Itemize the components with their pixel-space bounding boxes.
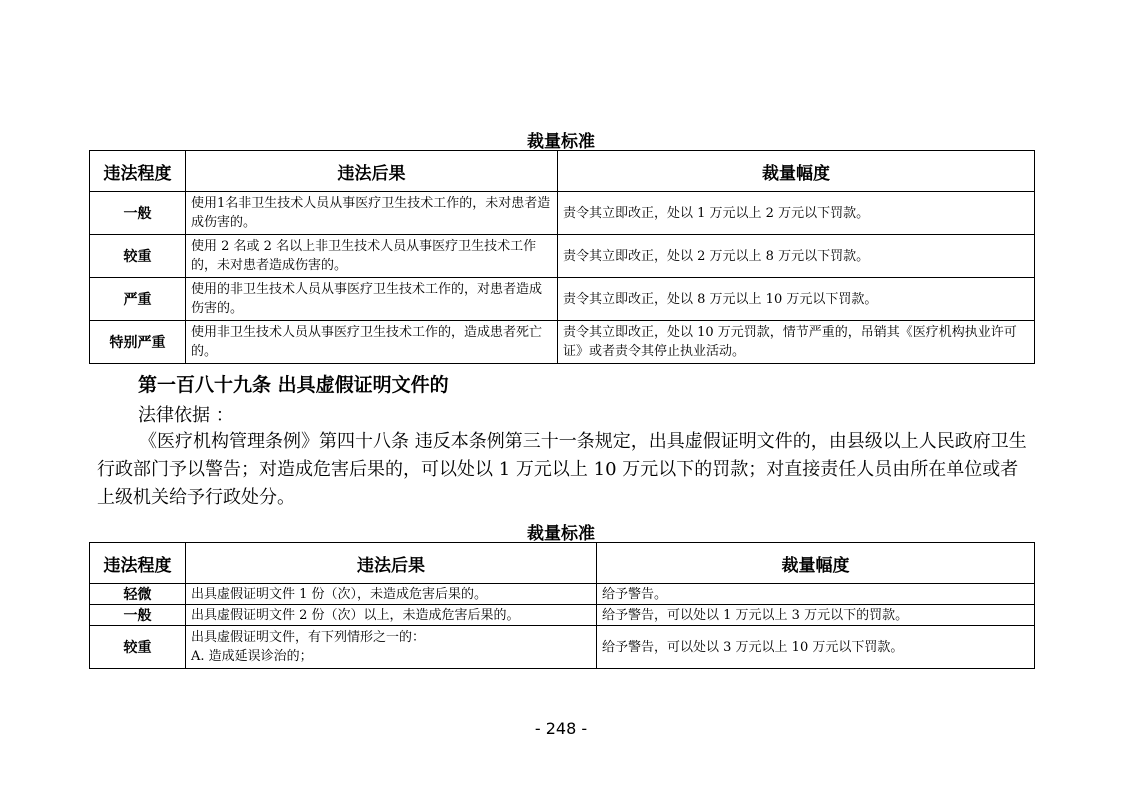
page-number: - 248 - — [534, 719, 588, 738]
row-penalty: 给予警告。 — [597, 584, 1035, 605]
row-level: 较重 — [90, 626, 186, 669]
legal-basis-paragraph: 《医疗机构管理条例》第四十八条 违反本条例第三十一条规定，出具虚假证明文件的，由县级以上人民政府卫生行政部门予以警告；对造成危害后果的，可以处以 1 万元以上 10 万元以下的罚款；对直接责任人员由所在单位或者上级机关给予行政处分。 — [97, 431, 1027, 508]
legal-basis-label: 法律依据 ： — [138, 405, 234, 426]
row-penalty: 责令其立即改正，处以 10 万元罚款，情节严重的，吊销其《医疗机构执业许可证》或者责令其停止执业活动。 — [558, 321, 1035, 364]
header-penalty: 裁量幅度 — [597, 543, 1035, 584]
table2-title: 裁量标准 — [527, 524, 595, 544]
row-consequence: 使用的非卫生技术人员从事医疗卫生技术工作的，对患者造成伤害的。 — [186, 278, 558, 321]
table1-title: 裁量标准 — [527, 132, 595, 152]
row-consequence: 出具虚假证明文件 1 份（次），未造成危害后果的。 — [186, 584, 597, 605]
row-penalty: 责令其立即改正，处以 1 万元以上 2 万元以下罚款。 — [558, 192, 1035, 235]
table-row — [90, 278, 1035, 321]
row-level: 一般 — [90, 605, 186, 626]
row-consequence: 使用非卫生技术人员从事医疗卫生技术工作的，造成患者死亡的。 — [186, 321, 558, 364]
consequence-line: 出具虚假证明文件，有下列情形之一的： — [191, 630, 426, 645]
header-level: 违法程度 — [90, 151, 186, 192]
row-penalty: 责令其立即改正，处以 8 万元以上 10 万元以下罚款。 — [558, 278, 1035, 321]
row-penalty: 责令其立即改正，处以 2 万元以上 8 万元以下罚款。 — [558, 235, 1035, 278]
table-row — [90, 321, 1035, 364]
table-row — [90, 235, 1035, 278]
table-header-row — [90, 543, 1035, 584]
row-consequence — [186, 626, 597, 669]
header-penalty: 裁量幅度 — [558, 151, 1035, 192]
header-consequence: 违法后果 — [186, 543, 597, 584]
table-row — [90, 192, 1035, 235]
consequence-line: A. 造成延误诊治的； — [191, 649, 313, 664]
table-row — [90, 584, 1035, 605]
table1 — [89, 150, 1035, 364]
row-penalty: 给予警告，可以处以 3 万元以上 10 万元以下罚款。 — [597, 626, 1035, 669]
header-consequence: 违法后果 — [186, 151, 558, 192]
row-level: 轻微 — [90, 584, 186, 605]
row-level: 严重 — [90, 278, 186, 321]
row-level: 一般 — [90, 192, 186, 235]
row-consequence: 使用 2 名或 2 名以上非卫生技术人员从事医疗卫生技术工作的，未对患者造成伤害的。 — [186, 235, 558, 278]
table-row — [90, 605, 1035, 626]
table2 — [89, 542, 1035, 669]
row-level: 较重 — [90, 235, 186, 278]
row-level: 特别严重 — [90, 321, 186, 364]
row-consequence: 出具虚假证明文件 2 份（次）以上，未造成危害后果的。 — [186, 605, 597, 626]
row-penalty: 给予警告，可以处以 1 万元以上 3 万元以下的罚款。 — [597, 605, 1035, 626]
table-header-row — [90, 151, 1035, 192]
row-consequence: 使用1名非卫生技术人员从事医疗卫生技术工作的，未对患者造成伤害的。 — [186, 192, 558, 235]
table-row — [90, 626, 1035, 669]
header-level: 违法程度 — [90, 543, 186, 584]
article-heading: 第一百八十九条 出具虚假证明文件的 — [138, 374, 449, 396]
